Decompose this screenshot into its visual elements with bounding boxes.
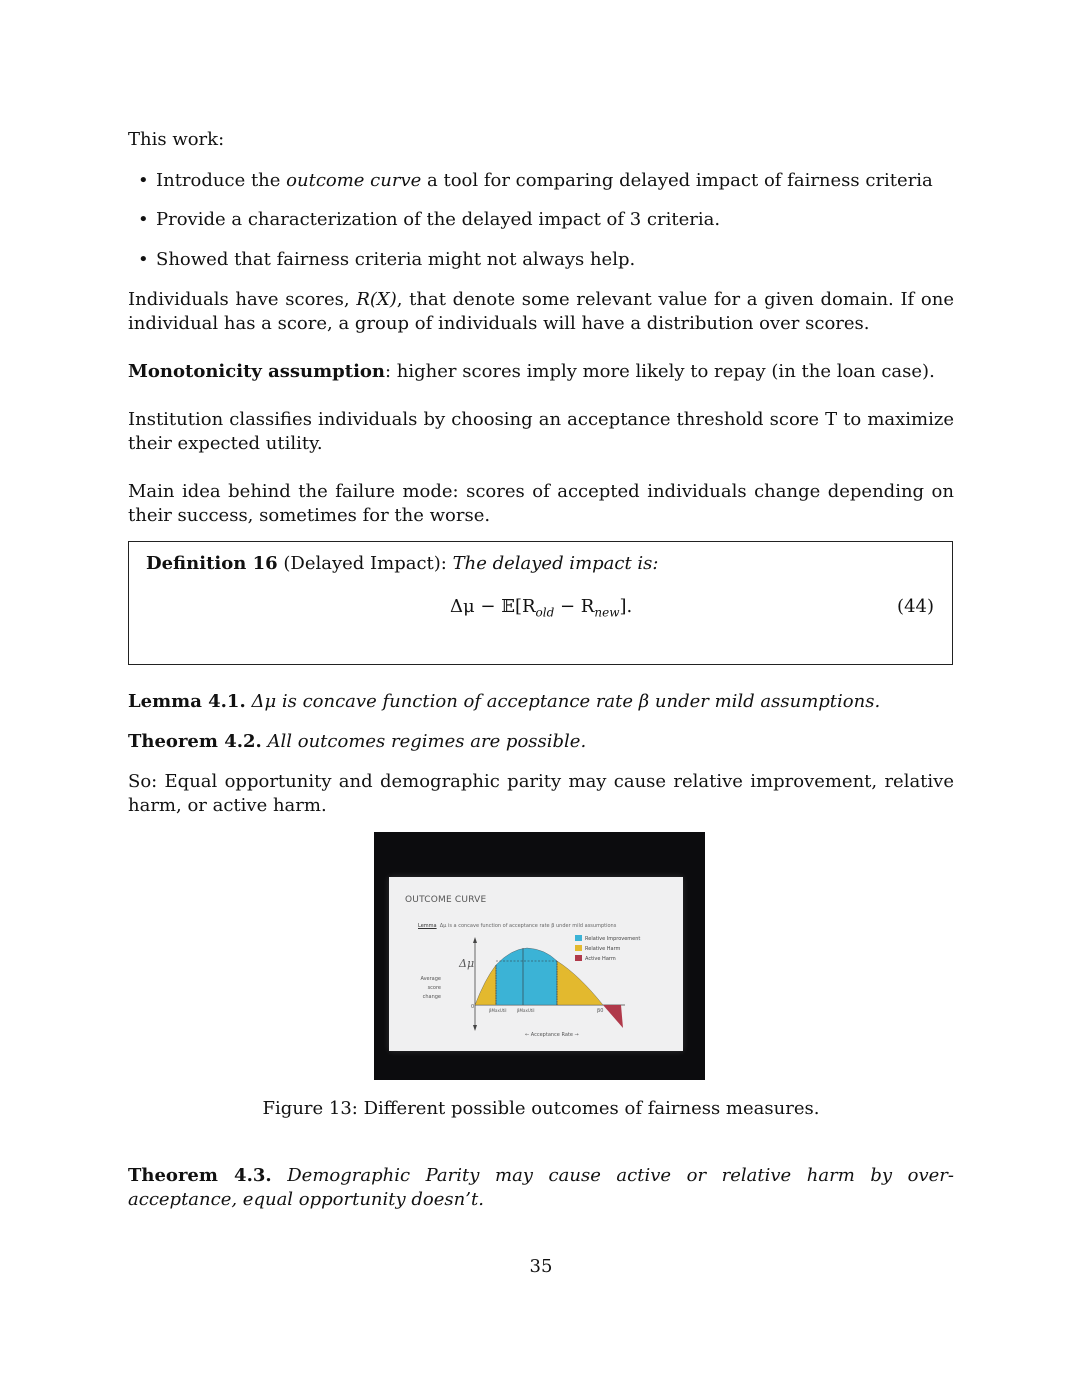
zero-label: 0 (471, 1004, 475, 1010)
equation-number: (44) (897, 596, 934, 617)
beta-label: βMaxUtil (489, 1008, 507, 1013)
legend-item: Relative Improvement (575, 934, 640, 944)
lemma-4-1: Lemma 4.1. Δμ is concave function of acceptance rate β under mild assumptions. (128, 691, 881, 712)
y-label-line: Average (420, 976, 441, 982)
list-item: • Showed that fairness criteria might not always help. (156, 248, 635, 272)
figure-caption: Figure 13: Different possible outcomes of fairness measures. (262, 1098, 820, 1119)
monotonicity-assumption: Monotonicity assumption: higher scores imply more likely to repay (in the loan case). (128, 361, 935, 382)
theorem-4-3: Theorem 4.3. Demographic Parity may cause active or relative harm by over-acceptance, equal opportunity doesn’t. (128, 1165, 954, 1210)
beta-label: β0 (597, 1008, 604, 1014)
theorem-4-2: Theorem 4.2. All outcomes regimes are possible. (128, 731, 587, 752)
slide-lemma: Lemma Δμ is a concave function of acceptance rate β under mild assumptions (418, 923, 617, 929)
slide-title: OUTCOME CURVE (405, 895, 487, 905)
definition-heading: Definition 16 (Delayed Impact): The delayed impact is: (146, 553, 659, 574)
institution-paragraph: Institution classifies individuals by choosing an acceptance threshold score T to maximize their expected utility. (128, 409, 954, 454)
page-number: 35 (529, 1256, 553, 1277)
relative-harm-left-region (475, 965, 496, 1005)
list-item: • Provide a characterization of the delayed impact of 3 criteria. (156, 208, 720, 232)
x-axis-label: ← Acceptance Rate → (525, 1032, 579, 1038)
scores-paragraph: Individuals have scores, R(X), that denote some relevant value for a given domain. If one individual has a score, a group of individuals will have a distribution over scores. (128, 289, 954, 334)
active-harm-region (603, 1005, 623, 1028)
relative-harm-right-region (557, 961, 603, 1005)
legend-item: Active Harm (575, 954, 640, 964)
beta-label: βMaxUtil (517, 1008, 535, 1013)
slide (389, 877, 683, 1051)
intro-text: This work: (128, 129, 225, 150)
figure-photo (374, 832, 705, 1080)
y-axis-arrow-up (473, 937, 477, 943)
main-idea-paragraph: Main idea behind the failure mode: scores of accepted individuals change depending on their success, sometimes for the worse. (128, 481, 954, 526)
legend-item: Relative Harm (575, 944, 640, 954)
so-paragraph: So: Equal opportunity and demographic parity may cause relative improvement, relative harm, or active harm. (128, 771, 954, 816)
y-symbol: Δμ (459, 957, 475, 970)
y-label-line: score (427, 985, 441, 991)
list-item: • Introduce the outcome curve a tool for comparing delayed impact of fairness criteria (156, 169, 933, 193)
y-axis-arrow-down (473, 1025, 477, 1031)
delayed-impact-equation: $\Delta\mu - 𝔼[R_{old} - R_{new}]$. (450, 596, 633, 620)
relative-improvement-region (496, 948, 557, 1005)
y-label-line: change (422, 994, 441, 1000)
